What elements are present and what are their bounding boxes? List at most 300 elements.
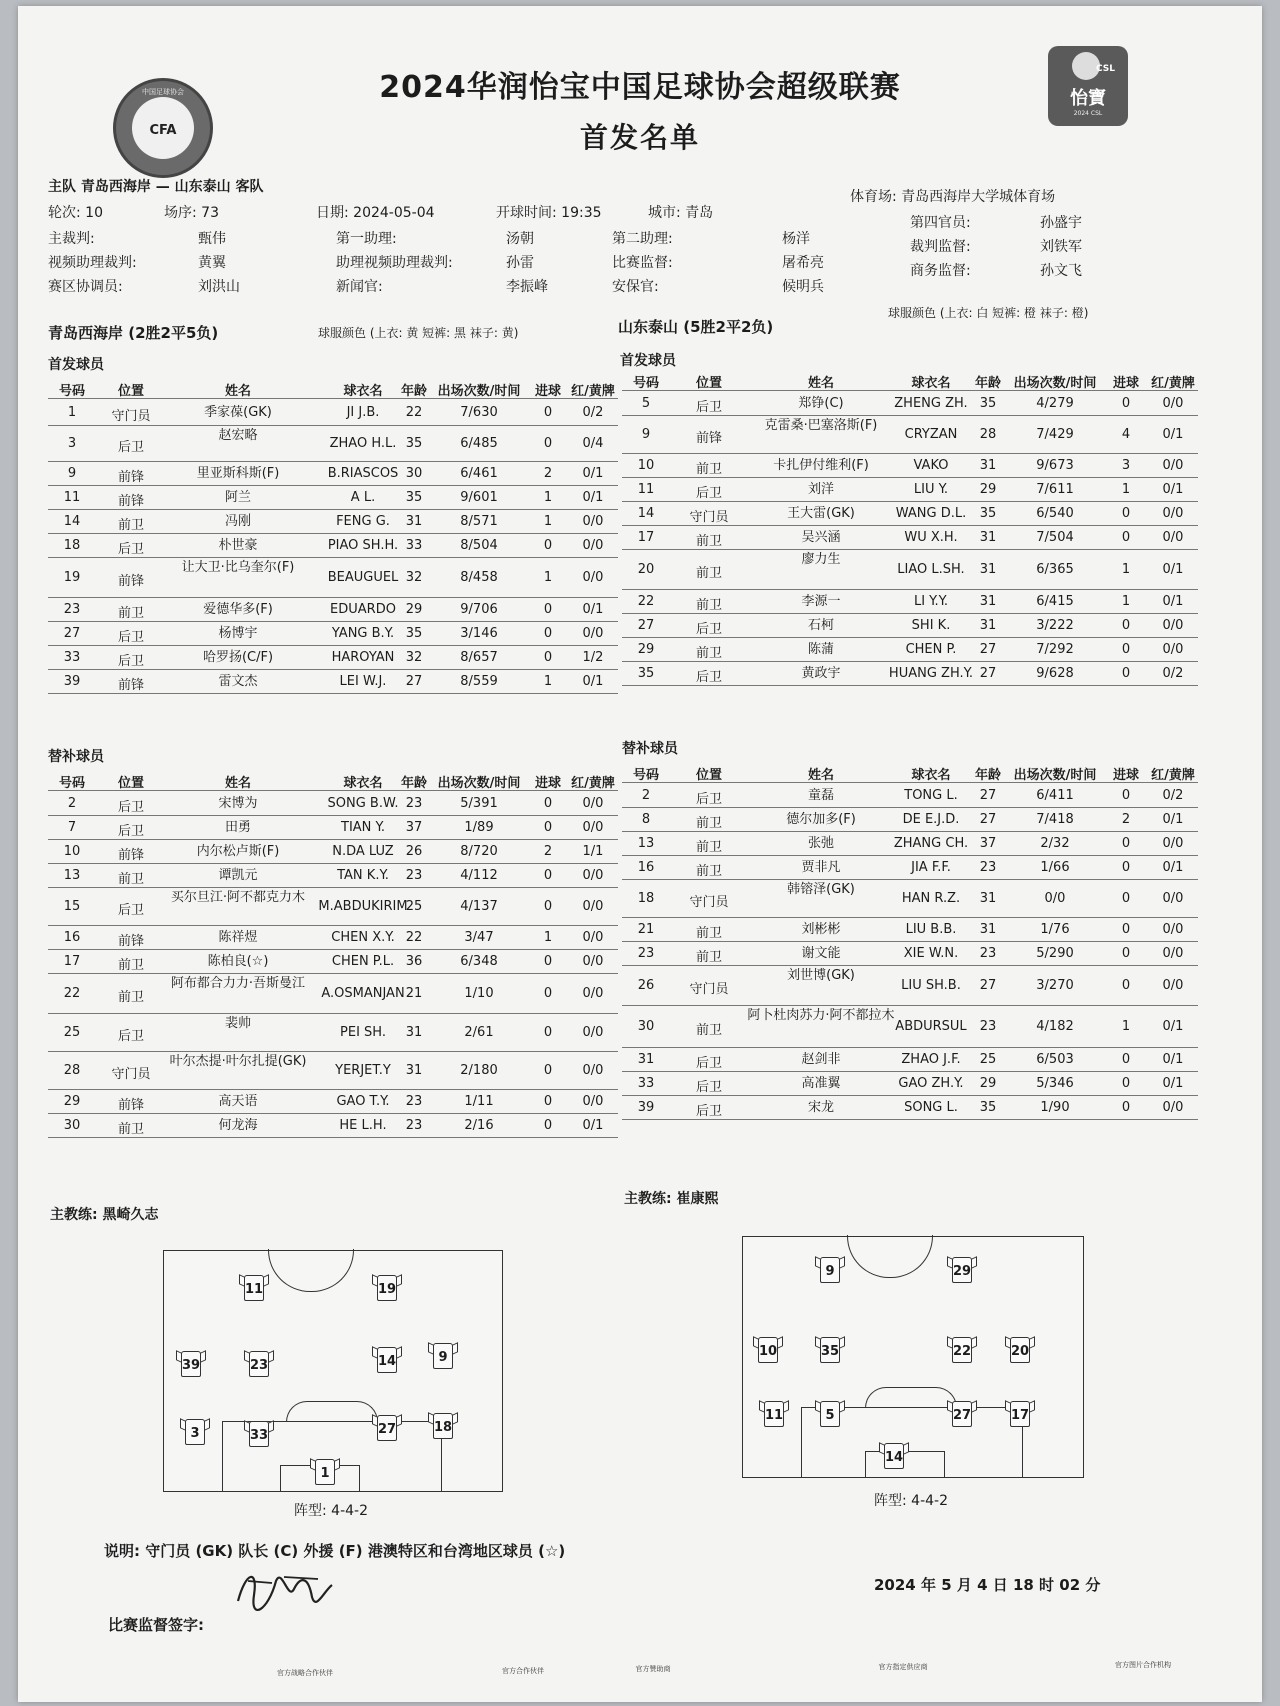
away-starter-age: 31 (979, 562, 997, 577)
home-sub-goals: 0 (543, 868, 553, 883)
away-coach: 主教练: 崔康熙 (624, 1191, 719, 1207)
player-shirt-icon (947, 1337, 977, 1365)
official-label: 第一助理: (336, 231, 397, 247)
home-starter-cards: 0/0 (582, 514, 604, 529)
away-sub-name: 赵剑非 (801, 1052, 841, 1067)
home-starter-goals: 1 (543, 674, 553, 689)
away-sub-goals: 1 (1121, 1019, 1131, 1034)
away-sub-goals: 0 (1121, 922, 1131, 937)
home-sub-cards: 0/0 (582, 1025, 604, 1040)
csl-brand-text: 怡寶 (1070, 88, 1106, 109)
home-sub-cards: 0/0 (582, 868, 604, 883)
away-starter-number: 29 (637, 642, 655, 657)
home-starter-appearances: 9/706 (460, 602, 498, 617)
away-starter-goals: 0 (1121, 618, 1131, 633)
shirt-number: 35 (820, 1344, 840, 1359)
match-sheet (18, 6, 1262, 1702)
official-name: 黄翼 (198, 255, 226, 271)
home-sub-number: 2 (67, 796, 77, 811)
row-divider (622, 807, 1198, 808)
away-sub-name: 宋龙 (807, 1100, 834, 1115)
shirt-number: 33 (249, 1428, 269, 1443)
shirt-number: 11 (764, 1408, 784, 1423)
row-divider (48, 398, 618, 399)
away-starter-age: 31 (979, 618, 997, 633)
round: 轮次: 10 (48, 205, 103, 221)
away-sub-number: 13 (637, 836, 655, 851)
away-starter-shirt-name: WU X.H. (904, 530, 958, 545)
shirt-number: 18 (433, 1420, 453, 1435)
away-starter-name: 李源一 (801, 594, 841, 609)
away-sub-position: 前卫 (695, 1023, 722, 1038)
home-starter-col-age: 年龄 (400, 384, 427, 399)
player-shirt-icon (244, 1351, 274, 1379)
home-sub-cards: 1/1 (582, 844, 604, 859)
home-starter-age: 35 (405, 436, 423, 451)
away-sub-cards: 0/0 (1162, 1100, 1184, 1115)
away-team-name: 山东泰山 (5胜2平2负) (618, 318, 774, 336)
away-sub-appearances: 1/76 (1040, 922, 1070, 937)
home-starter-cards: 0/0 (582, 570, 604, 585)
home-sub-goals: 0 (543, 1118, 553, 1133)
away-sub-position: 守门员 (689, 982, 729, 997)
away-formation-pitch (742, 1236, 1084, 1478)
player-shirt-icon (428, 1343, 458, 1371)
legend-note: 说明: 守门员 (GK) 队长 (C) 外援 (F) 港澳特区和台湾地区球员 (☆) (104, 1542, 566, 1560)
player-shirt-icon (310, 1459, 340, 1487)
home-sub-position: 前卫 (117, 872, 144, 887)
away-sub-age: 27 (979, 812, 997, 827)
shirt-number: 27 (952, 1408, 972, 1423)
away-starter-position: 前锋 (695, 431, 722, 446)
away-sub-name: 贾非凡 (801, 860, 841, 875)
away-starter-appearances: 9/628 (1036, 666, 1074, 681)
row-divider (48, 790, 618, 791)
row-divider (622, 525, 1198, 526)
row-divider (622, 1047, 1198, 1048)
away-starter-shirt-name: VAKO (913, 458, 949, 473)
away-starters-label: 首发球员 (620, 353, 676, 369)
home-kit-colors: 球服颜色 (上衣: 黄 短裤: 黑 袜子: 黄) (318, 326, 519, 340)
away-starter-goals: 0 (1121, 506, 1131, 521)
home-sub-age: 21 (405, 986, 423, 1001)
row-divider (622, 637, 1198, 638)
home-sub-age: 36 (405, 954, 423, 969)
centre-circle (268, 1249, 354, 1292)
away-sub-age: 23 (979, 860, 997, 875)
home-starter-number: 27 (63, 626, 81, 641)
sponsor-label: 官方赞助商 (635, 1665, 671, 1673)
away-sub-col-shirt-name: 球衣名 (911, 768, 951, 783)
home-sub-goals: 0 (543, 986, 553, 1001)
away-sub-shirt-name: ZHAO J.F. (901, 1052, 961, 1067)
away-starter-cards: 0/1 (1162, 427, 1184, 442)
sponsor-label: 官方战略合作伙伴 (277, 1669, 333, 1677)
home-starter-position: 守门员 (111, 409, 151, 424)
home-sub-shirt-name: M.ABDUKIRIM (318, 899, 408, 914)
away-formation: 阵型: 4-4-2 (874, 1493, 948, 1509)
away-sub-number: 30 (637, 1019, 655, 1034)
away-starter-age: 35 (979, 396, 997, 411)
home-sub-appearances: 1/10 (464, 986, 494, 1001)
away-sub-appearances: 2/32 (1040, 836, 1070, 851)
shirt-number: 9 (825, 1264, 835, 1279)
player-shirt-icon (180, 1419, 210, 1447)
away-sub-age: 31 (979, 891, 997, 906)
home-sub-shirt-name: CHEN X.Y. (331, 930, 395, 945)
home-starter-position: 前卫 (117, 606, 144, 621)
row-divider (48, 693, 618, 694)
home-starter-name: 雷文杰 (218, 674, 258, 689)
player-shirt-icon (176, 1351, 206, 1379)
home-starter-col-number: 号码 (58, 384, 85, 399)
row-divider (622, 941, 1198, 942)
home-starter-shirt-name: A L. (350, 490, 376, 505)
home-sub-position: 前卫 (117, 958, 144, 973)
home-starter-col-name: 姓名 (224, 384, 251, 399)
home-sub-shirt-name: GAO T.Y. (336, 1094, 390, 1109)
official-name: 汤朝 (506, 231, 534, 247)
away-sub-shirt-name: DE E.J.D. (902, 812, 960, 827)
supervisor-signature (228, 1561, 338, 1621)
home-starter-shirt-name: YANG B.Y. (331, 626, 395, 641)
home-sub-number: 30 (63, 1118, 81, 1133)
home-starter-number: 11 (63, 490, 81, 505)
row-divider (622, 589, 1198, 590)
row-divider (622, 477, 1198, 478)
away-starter-appearances: 4/279 (1036, 396, 1074, 411)
home-sub-name: 谭凯元 (218, 868, 258, 883)
player-shirt-icon (815, 1257, 845, 1285)
away-starter-shirt-name: CRYZAN (904, 427, 958, 442)
row-divider (622, 1071, 1198, 1072)
away-starter-position: 后卫 (695, 622, 722, 637)
home-starter-col-appearances: 出场次数/时间 (437, 384, 521, 399)
home-starter-position: 后卫 (117, 630, 144, 645)
away-sub-goals: 0 (1121, 1076, 1131, 1091)
away-starter-goals: 0 (1121, 530, 1131, 545)
home-starter-appearances: 7/630 (460, 405, 498, 420)
away-sub-appearances: 5/290 (1036, 946, 1074, 961)
away-sub-number: 2 (641, 788, 651, 803)
home-starter-goals: 0 (543, 650, 553, 665)
away-starter-shirt-name: LIU Y. (913, 482, 949, 497)
away-starter-name: 卡扎伊付维利(F) (773, 458, 869, 473)
away-starter-goals: 1 (1121, 594, 1131, 609)
away-sub-shirt-name: JIA F.F. (911, 860, 951, 875)
away-starter-col-name: 姓名 (807, 376, 834, 391)
away-starter-number: 9 (641, 427, 651, 442)
home-sub-position: 守门员 (111, 1067, 151, 1082)
official-name: 孙盛宇 (1040, 215, 1082, 231)
away-sub-name: 刘世博(GK) (787, 968, 855, 983)
home-sub-age: 37 (405, 820, 423, 835)
away-sub-appearances: 1/66 (1040, 860, 1070, 875)
home-sub-number: 25 (63, 1025, 81, 1040)
away-sub-shirt-name: ZHANG CH. (893, 836, 969, 851)
player-shirt-icon (815, 1337, 845, 1365)
away-starter-col-cards: 红/黄牌 (1151, 376, 1195, 391)
home-sub-col-age: 年龄 (400, 776, 427, 791)
csl-sub-text: 2024 CSL (1073, 110, 1103, 117)
home-starter-appearances: 9/601 (460, 490, 498, 505)
home-sub-cards: 0/0 (582, 796, 604, 811)
away-sub-name: 高准翼 (801, 1076, 841, 1091)
player-shirt-icon (759, 1401, 789, 1429)
away-sub-shirt-name: HAN R.Z. (901, 891, 961, 906)
home-starter-age: 31 (405, 514, 423, 529)
shirt-number: 1 (320, 1466, 330, 1481)
away-sub-age: 35 (979, 1100, 997, 1115)
shirt-number: 29 (952, 1264, 972, 1279)
away-sub-appearances: 6/411 (1036, 788, 1074, 803)
row-divider (622, 453, 1198, 454)
shirt-number: 5 (825, 1408, 835, 1423)
away-sub-shirt-name: LIU B.B. (905, 922, 957, 937)
official-name: 刘铁军 (1040, 239, 1082, 255)
away-starter-name: 黄政宇 (801, 666, 841, 681)
away-starter-goals: 1 (1121, 562, 1131, 577)
away-starter-appearances: 7/429 (1036, 427, 1074, 442)
row-divider (622, 831, 1198, 832)
home-sub-shirt-name: PEI SH. (340, 1025, 386, 1040)
home-starter-number: 14 (63, 514, 81, 529)
away-starter-goals: 4 (1121, 427, 1131, 442)
home-sub-col-goals: 进球 (534, 776, 561, 791)
cfa-logo-text: CFA (149, 123, 177, 138)
home-sub-goals: 1 (543, 930, 553, 945)
home-starter-position: 后卫 (117, 440, 144, 455)
away-starter-number: 20 (637, 562, 655, 577)
row-divider (48, 949, 618, 950)
row-divider (622, 782, 1198, 783)
away-sub-shirt-name: SONG L. (904, 1100, 958, 1115)
away-starter-appearances: 9/673 (1036, 458, 1074, 473)
away-sub-position: 前卫 (695, 816, 722, 831)
home-starter-age: 27 (405, 674, 423, 689)
home-starter-appearances: 8/458 (460, 570, 498, 585)
home-sub-appearances: 5/391 (460, 796, 498, 811)
away-starter-age: 28 (979, 427, 997, 442)
away-sub-age: 23 (979, 946, 997, 961)
home-sub-number: 10 (63, 844, 81, 859)
home-sub-name: 买尔旦江·阿不都克力木 (170, 890, 306, 905)
away-starter-number: 17 (637, 530, 655, 545)
away-sub-name: 德尔加多(F) (786, 812, 856, 827)
home-starter-name: 里亚斯科斯(F) (196, 466, 280, 481)
away-starter-age: 31 (979, 594, 997, 609)
home-sub-name: 内尔松卢斯(F) (196, 844, 280, 859)
shirt-number: 14 (377, 1354, 397, 1369)
sponsor-label: 官方指定供应商 (878, 1663, 928, 1671)
row-divider (48, 621, 618, 622)
away-starter-shirt-name: SHI K. (911, 618, 951, 633)
home-sub-shirt-name: CHEN P.L. (331, 954, 395, 969)
home-starter-shirt-name: B.RIASCOS (327, 466, 399, 481)
row-divider (48, 1013, 618, 1014)
away-starter-shirt-name: LIAO L.SH. (897, 562, 965, 577)
away-sub-position: 后卫 (695, 1056, 722, 1071)
home-sub-shirt-name: TAN K.Y. (337, 868, 389, 883)
away-sub-number: 18 (637, 891, 655, 906)
penalty-arc (286, 1401, 378, 1422)
row-divider (48, 1051, 618, 1052)
home-starter-appearances: 8/559 (460, 674, 498, 689)
away-starter-col-goals: 进球 (1112, 376, 1139, 391)
away-sub-number: 33 (637, 1076, 655, 1091)
home-sub-position: 前锋 (117, 1098, 144, 1113)
penalty-arc (865, 1387, 957, 1408)
signature-date: 2024 年 5 月 4 日 18 时 02 分 (874, 1576, 1101, 1594)
away-sub-age: 31 (979, 922, 997, 937)
home-starter-shirt-name: BEAUGUEL (327, 570, 399, 585)
home-sub-number: 17 (63, 954, 81, 969)
away-starter-cards: 0/0 (1162, 506, 1184, 521)
home-starter-age: 29 (405, 602, 423, 617)
home-sub-goals: 0 (543, 954, 553, 969)
official-label: 主裁判: (48, 231, 95, 247)
away-sub-name: 童磊 (807, 788, 834, 803)
home-sub-goals: 0 (543, 1063, 553, 1078)
home-sub-name: 陈祥煜 (218, 930, 258, 945)
home-starter-cards: 0/1 (582, 602, 604, 617)
home-starter-shirt-name: ZHAO H.L. (329, 436, 397, 451)
home-team-name: 青岛西海岸 (2胜2平5负) (48, 324, 219, 342)
home-sub-col-shirt-name: 球衣名 (343, 776, 383, 791)
away-starter-position: 前卫 (695, 598, 722, 613)
away-sub-cards: 0/0 (1162, 836, 1184, 851)
row-divider (622, 549, 1198, 550)
home-sub-appearances: 4/137 (460, 899, 498, 914)
official-label: 第二助理: (612, 231, 673, 247)
away-sub-age: 37 (979, 836, 997, 851)
home-formation: 阵型: 4-4-2 (294, 1503, 368, 1519)
signature-label: 比赛监督签字: (108, 1616, 204, 1634)
home-sub-cards: 0/0 (582, 820, 604, 835)
home-starter-name: 让大卫·比乌奎尔(F) (181, 560, 295, 575)
away-sub-number: 21 (637, 922, 655, 937)
home-starter-name: 爱德华多(F) (203, 602, 273, 617)
official-label: 新闻官: (336, 279, 383, 295)
away-sub-appearances: 3/270 (1036, 978, 1074, 993)
home-starter-age: 32 (405, 650, 423, 665)
home-starter-goals: 1 (543, 514, 553, 529)
stadium: 体育场: 青岛西海岸大学城体育场 (850, 189, 1056, 205)
home-sub-cards: 0/1 (582, 1118, 604, 1133)
shirt-number: 17 (1010, 1408, 1030, 1423)
row-divider (48, 485, 618, 486)
home-sub-age: 31 (405, 1025, 423, 1040)
away-starter-age: 29 (979, 482, 997, 497)
official-name: 甄伟 (198, 231, 226, 247)
home-starter-name: 季家葆(GK) (204, 405, 272, 420)
home-starter-name: 哈罗扬(C/F) (202, 650, 274, 665)
official-label: 安保官: (612, 279, 659, 295)
official-label: 视频助理裁判: (48, 255, 137, 271)
home-sub-age: 23 (405, 796, 423, 811)
row-divider (48, 925, 618, 926)
home-starter-age: 22 (405, 405, 423, 420)
official-label: 裁判监督: (910, 239, 971, 255)
official-name: 杨洋 (782, 231, 810, 247)
away-sub-number: 31 (637, 1052, 655, 1067)
away-sub-goals: 0 (1121, 836, 1131, 851)
home-starter-number: 18 (63, 538, 81, 553)
player-shirt-icon (1005, 1337, 1035, 1365)
home-sub-number: 15 (63, 899, 81, 914)
home-starter-appearances: 6/461 (460, 466, 498, 481)
home-sub-position: 后卫 (117, 1029, 144, 1044)
away-sub-name: 张弛 (807, 836, 834, 851)
teams-line: 主队 青岛西海岸 — 山东泰山 客队 (48, 179, 264, 195)
away-starter-cards: 0/0 (1162, 618, 1184, 633)
row-divider (48, 887, 618, 888)
away-starter-cards: 0/1 (1162, 562, 1184, 577)
away-starter-appearances: 6/365 (1036, 562, 1074, 577)
home-starter-position: 前锋 (117, 494, 144, 509)
official-label: 赛区协调员: (48, 279, 123, 295)
home-sub-appearances: 2/61 (464, 1025, 494, 1040)
away-sub-appearances: 7/418 (1036, 812, 1074, 827)
home-sub-goals: 0 (543, 1094, 553, 1109)
away-starter-number: 5 (641, 396, 651, 411)
home-sub-col-appearances: 出场次数/时间 (437, 776, 521, 791)
shirt-number: 19 (377, 1282, 397, 1297)
home-sub-appearances: 4/112 (460, 868, 498, 883)
home-sub-name: 何龙海 (218, 1118, 258, 1133)
away-sub-col-position: 位置 (695, 768, 722, 783)
away-starter-number: 22 (637, 594, 655, 609)
row-divider (48, 533, 618, 534)
away-sub-cards: 0/2 (1162, 788, 1184, 803)
row-divider (622, 661, 1198, 662)
home-starter-goals: 1 (543, 570, 553, 585)
home-sub-number: 29 (63, 1094, 81, 1109)
shirt-number: 27 (377, 1422, 397, 1437)
away-starter-name: 吴兴涵 (801, 530, 841, 545)
shirt-number: 11 (244, 1282, 264, 1297)
away-starter-appearances: 7/504 (1036, 530, 1074, 545)
home-starter-name: 赵宏略 (218, 428, 258, 443)
home-sub-shirt-name: N.DA LUZ (332, 844, 394, 859)
home-starter-shirt-name: PIAO SH.H. (327, 538, 399, 553)
row-divider (48, 839, 618, 840)
home-starter-position: 前锋 (117, 470, 144, 485)
away-sub-number: 23 (637, 946, 655, 961)
away-starter-appearances: 6/415 (1036, 594, 1074, 609)
home-starter-name: 杨博宇 (218, 626, 258, 641)
home-starter-number: 9 (67, 466, 77, 481)
home-sub-number: 28 (63, 1063, 81, 1078)
home-sub-position: 前卫 (117, 1122, 144, 1137)
away-sub-col-goals: 进球 (1112, 768, 1139, 783)
home-starter-goals: 0 (543, 538, 553, 553)
away-starter-cards: 0/0 (1162, 458, 1184, 473)
home-sub-col-position: 位置 (117, 776, 144, 791)
official-name: 李振峰 (506, 279, 548, 295)
away-starter-shirt-name: HUANG ZH.Y. (888, 666, 974, 681)
away-starter-position: 前卫 (695, 566, 722, 581)
official-name: 屠希亮 (782, 255, 824, 271)
away-sub-cards: 0/0 (1162, 891, 1184, 906)
away-starter-age: 35 (979, 506, 997, 521)
away-starter-name: 克雷桑·巴塞洛斯(F) (764, 418, 878, 433)
away-sub-number: 26 (637, 978, 655, 993)
away-starter-position: 前卫 (695, 646, 722, 661)
away-starter-goals: 1 (1121, 482, 1131, 497)
away-starter-goals: 3 (1121, 458, 1131, 473)
home-starter-col-position: 位置 (117, 384, 144, 399)
